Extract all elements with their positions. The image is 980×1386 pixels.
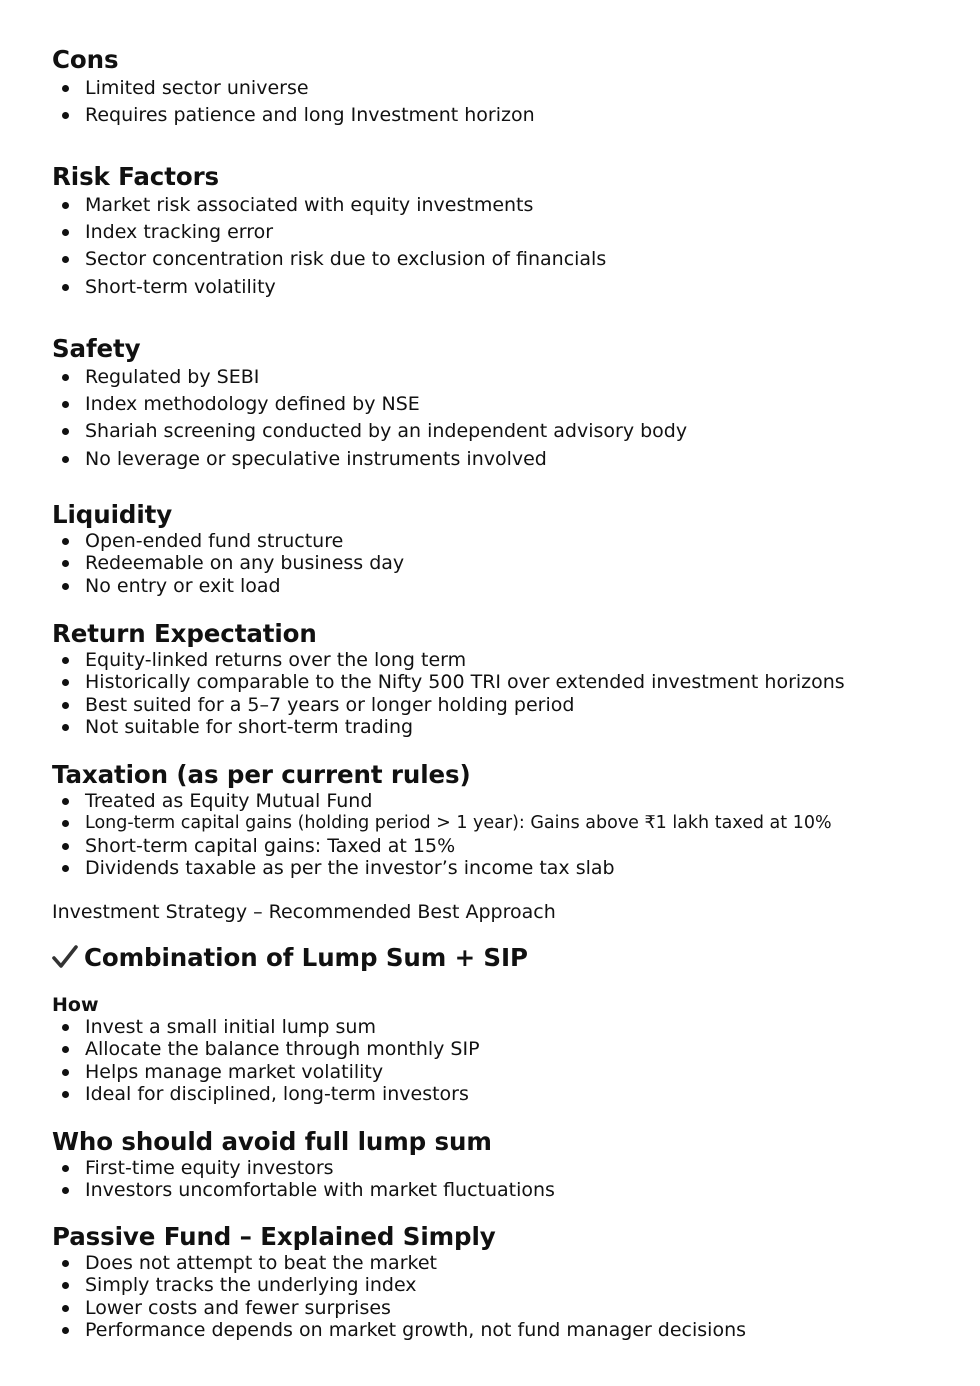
list-item: Dividends taxable as per the investor’s income tax slab bbox=[52, 857, 952, 879]
liquidity-heading: Liquidity bbox=[52, 500, 173, 529]
list-item: Performance depends on market growth, not fund manager decisions bbox=[52, 1319, 952, 1341]
list-item: No leverage or speculative instruments involved bbox=[52, 446, 952, 473]
list-item: Allocate the balance through monthly SIP bbox=[52, 1038, 952, 1060]
cons-section bbox=[52, 45, 952, 129]
list-item: Index methodology defined by NSE bbox=[52, 391, 952, 418]
return-expectation-heading: Return Expectation bbox=[52, 619, 317, 648]
avoid-lump-sum-list bbox=[52, 1157, 952, 1202]
list-item: Ideal for disciplined, long-term investors bbox=[52, 1083, 952, 1105]
list-item: Simply tracks the underlying index bbox=[52, 1274, 952, 1296]
list-item: Lower costs and fewer surprises bbox=[52, 1297, 952, 1319]
list-item: Requires patience and long Investment horizon bbox=[52, 102, 952, 129]
how-list bbox=[52, 1016, 952, 1106]
list-item: Market risk associated with equity investments bbox=[52, 192, 952, 219]
passive-fund-heading: Passive Fund – Explained Simply bbox=[52, 1222, 496, 1251]
passive-fund-section bbox=[52, 1222, 952, 1342]
list-item: Index tracking error bbox=[52, 219, 952, 246]
list-item: Does not attempt to beat the market bbox=[52, 1252, 952, 1274]
list-item: Limited sector universe bbox=[52, 75, 952, 102]
how-section bbox=[52, 994, 952, 1106]
list-item: Regulated by SEBI bbox=[52, 364, 952, 391]
cons-list bbox=[52, 75, 952, 129]
return-expectation-section bbox=[52, 619, 952, 739]
taxation-section bbox=[52, 760, 952, 880]
list-item: Equity-linked returns over the long term bbox=[52, 649, 952, 671]
strategy-heading-row bbox=[52, 943, 952, 973]
safety-section bbox=[52, 334, 952, 473]
list-item: Helps manage market volatility bbox=[52, 1061, 952, 1083]
list-item: Historically comparable to the Nifty 500 TRI over extended investment horizons bbox=[52, 671, 952, 693]
strategy-heading-wrap bbox=[52, 943, 952, 973]
list-item: Sector concentration risk due to exclusion of financials bbox=[52, 246, 952, 273]
liquidity-list bbox=[52, 530, 952, 597]
taxation-heading: Taxation (as per current rules) bbox=[52, 760, 471, 789]
safety-heading: Safety bbox=[52, 334, 141, 363]
taxation-list bbox=[52, 790, 952, 880]
list-item: Redeemable on any business day bbox=[52, 552, 952, 574]
list-item: Short-term capital gains: Taxed at 15% bbox=[52, 835, 952, 857]
strategy-heading: Combination of Lump Sum + SIP bbox=[84, 943, 528, 972]
list-item: Open-ended fund structure bbox=[52, 530, 952, 552]
safety-list bbox=[52, 364, 952, 473]
checkmark-icon bbox=[52, 945, 78, 969]
list-item: Invest a small initial lump sum bbox=[52, 1016, 952, 1038]
risk-factors-section bbox=[52, 162, 952, 301]
list-item: Not suitable for short-term trading bbox=[52, 716, 952, 738]
list-item: Best suited for a 5–7 years or longer holding period bbox=[52, 694, 952, 716]
list-item: Long-term capital gains (holding period > 1 year): Gains above ₹1 lakh taxed at 10% bbox=[52, 812, 952, 834]
list-item: No entry or exit load bbox=[52, 575, 952, 597]
strategy-intro: Investment Strategy – Recommended Best Approach bbox=[52, 901, 556, 923]
avoid-lump-sum-section bbox=[52, 1127, 952, 1202]
passive-fund-list bbox=[52, 1252, 952, 1342]
list-item: Short-term volatility bbox=[52, 274, 952, 301]
liquidity-section bbox=[52, 500, 952, 597]
list-item: Treated as Equity Mutual Fund bbox=[52, 790, 952, 812]
how-label: How bbox=[52, 994, 99, 1016]
cons-heading: Cons bbox=[52, 45, 119, 74]
return-expectation-list bbox=[52, 649, 952, 739]
list-item: First-time equity investors bbox=[52, 1157, 952, 1179]
risk-factors-heading: Risk Factors bbox=[52, 162, 220, 191]
list-item: Investors uncomfortable with market fluctuations bbox=[52, 1179, 952, 1201]
avoid-lump-sum-heading: Who should avoid full lump sum bbox=[52, 1127, 492, 1156]
list-item: Shariah screening conducted by an independent advisory body bbox=[52, 418, 952, 445]
risk-factors-list bbox=[52, 192, 952, 301]
